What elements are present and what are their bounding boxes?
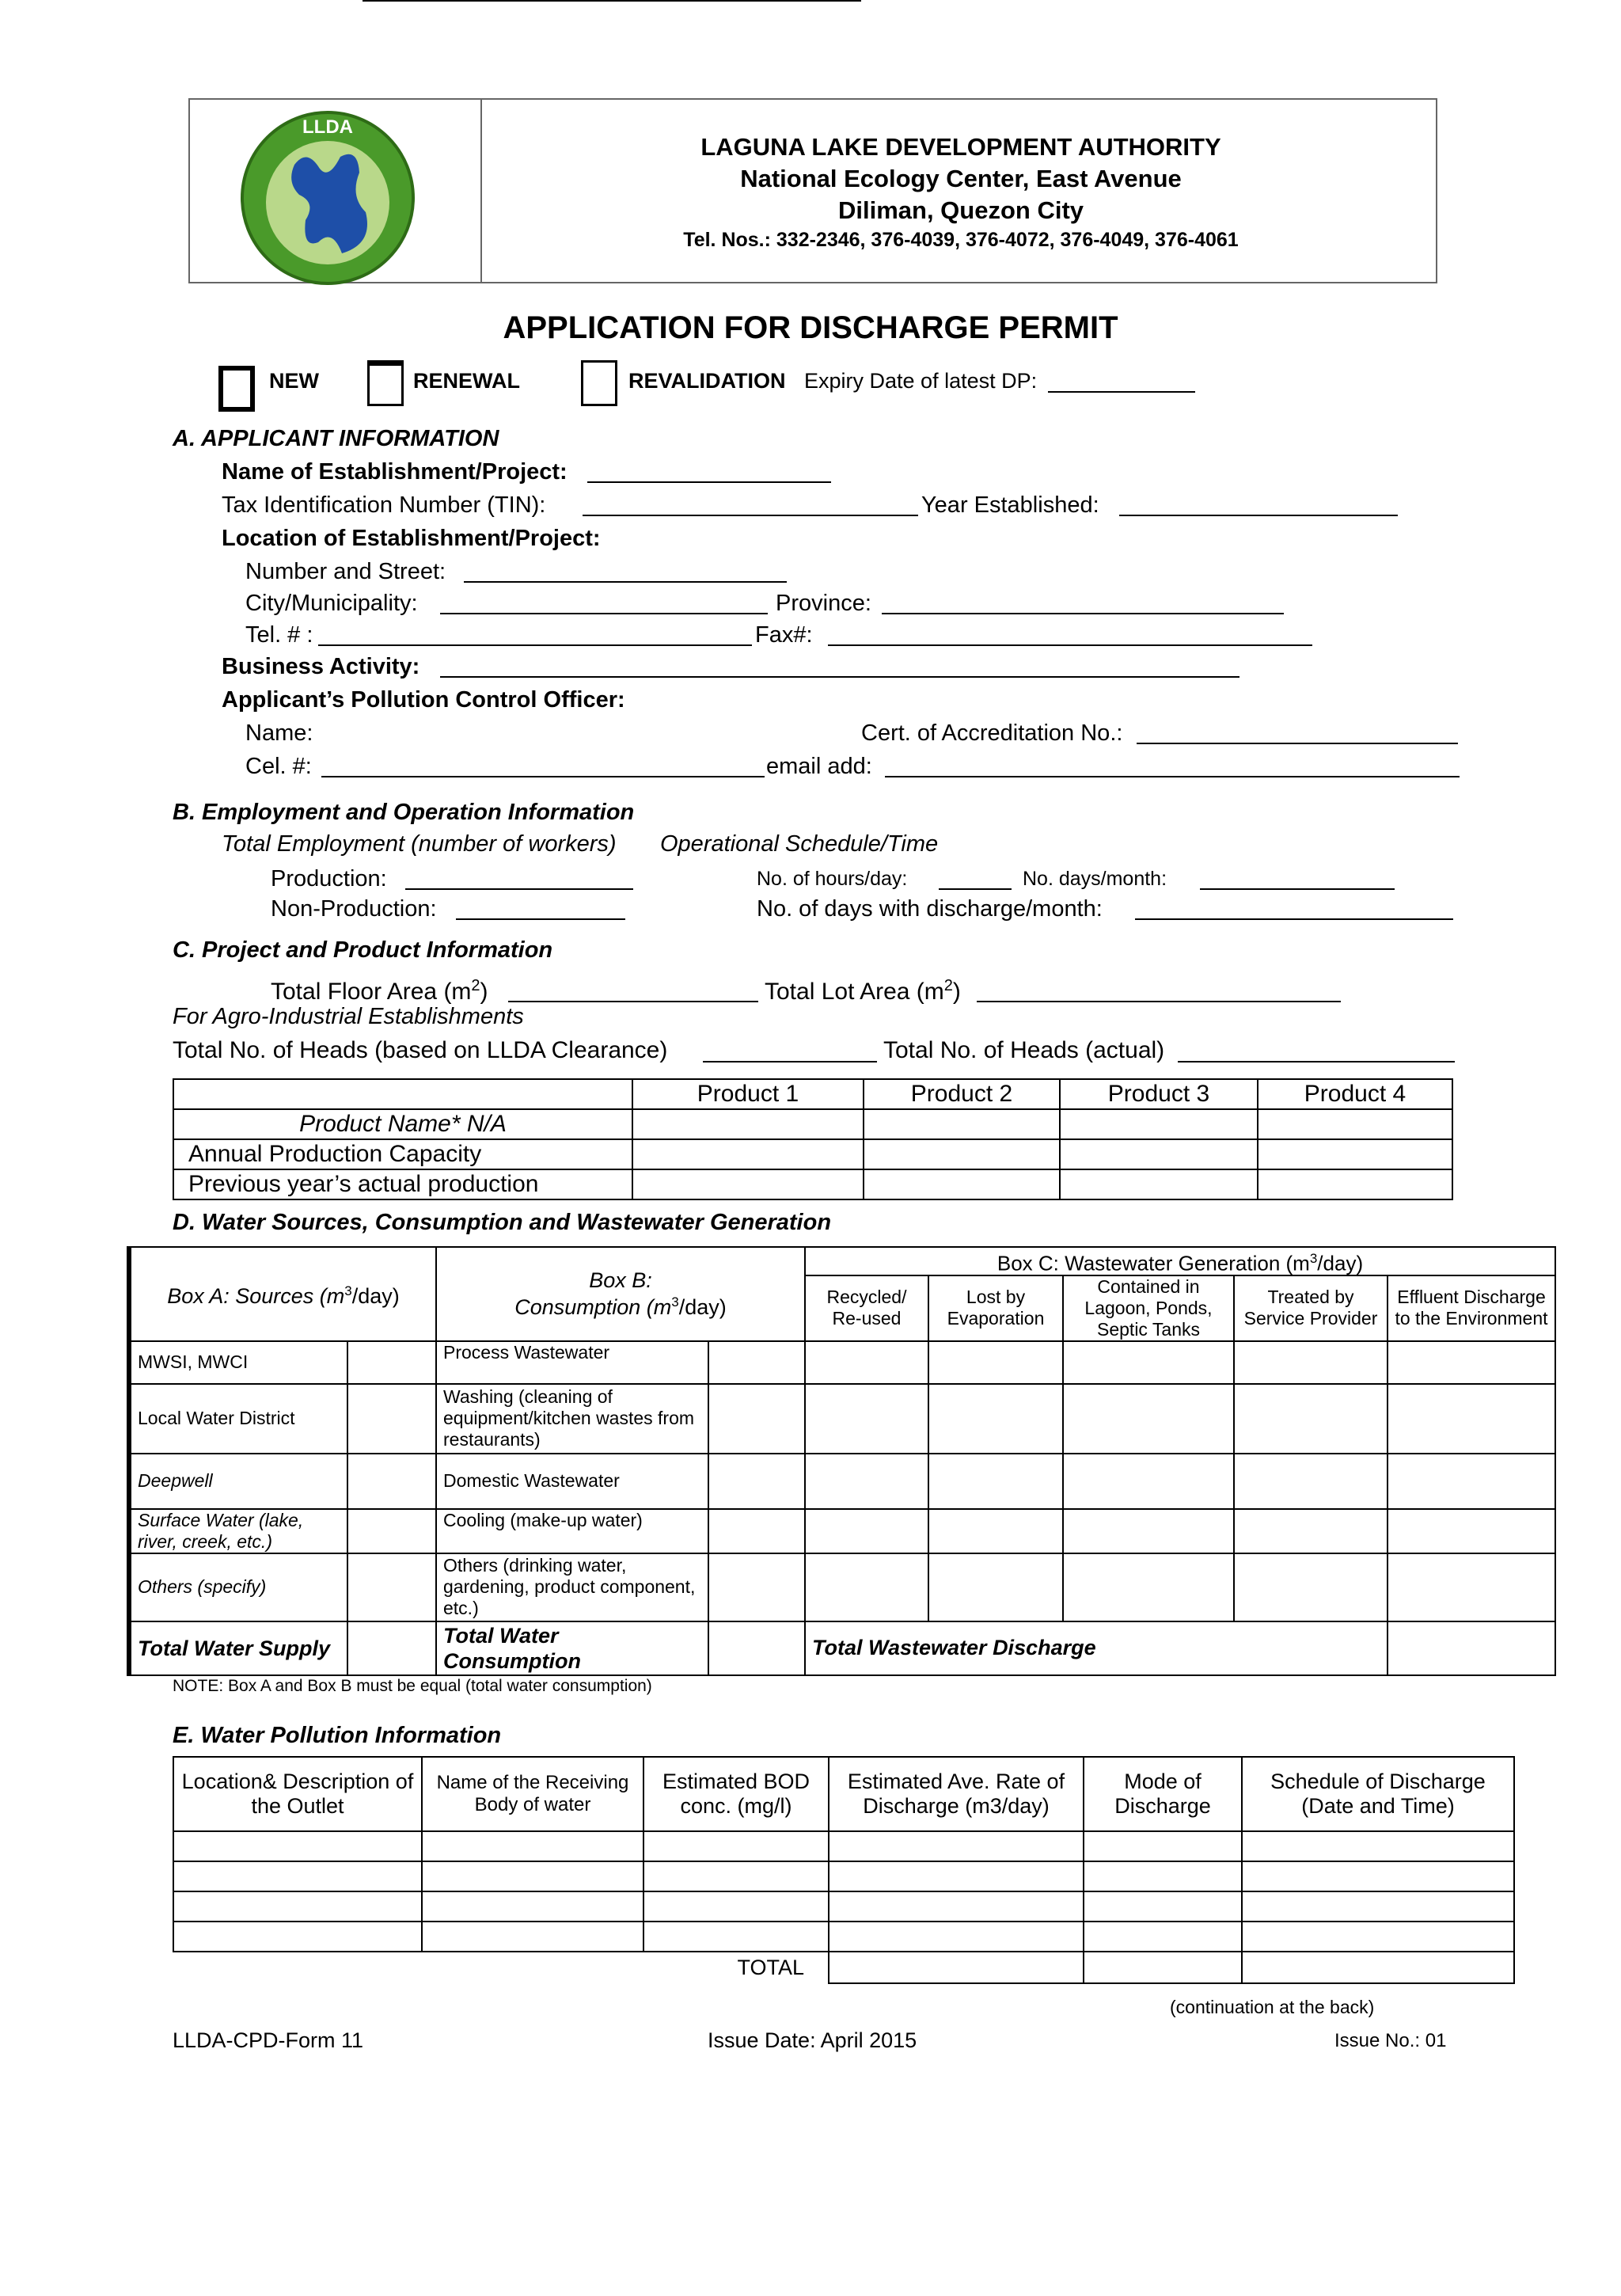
tel-input[interactable] — [318, 644, 752, 646]
days-input[interactable] — [1200, 888, 1395, 890]
table-row — [129, 1621, 1555, 1675]
org-block — [483, 131, 1439, 253]
header-box — [188, 98, 1437, 283]
issue-date: Issue Date: April 2015 — [708, 2028, 917, 2052]
form-number: LLDA-CPD-Form 11 — [173, 2028, 364, 2052]
business-label: Business Activity: — [222, 654, 420, 679]
org-address1: National Ecology Center, East Avenue — [740, 165, 1182, 192]
table-row — [173, 1169, 1452, 1199]
table-row — [129, 1384, 1555, 1454]
officer-name-label: Name: — [245, 720, 313, 746]
new-checkbox[interactable] — [218, 366, 255, 412]
city-label: City/Municipality: — [245, 591, 418, 616]
tel-label: Tel. # : — [245, 622, 313, 648]
e-col-header: Mode of Discharge — [1084, 1757, 1242, 1831]
table-row — [173, 1757, 1514, 1831]
boxA-header: Box A: Sources $(m^3/day)$ — [129, 1247, 436, 1341]
c-col-header: Contained in Lagoon, Ponds, Septic Tanks — [1063, 1275, 1234, 1341]
table-row — [129, 1509, 1555, 1553]
source-label: Local Water District — [129, 1384, 347, 1454]
expiry-label: Expiry Date of latest DP: — [804, 369, 1038, 393]
llda-logo — [239, 109, 416, 287]
sectionD-heading: D. Water Sources, Consumption and Wastewater Generation — [173, 1210, 832, 1235]
days-label: No. days/month: — [1023, 868, 1167, 890]
org-tel: Tel. Nos.: 332-2346, 376-4039, 376-4072, 376-4049, 376-4061 — [683, 229, 1239, 251]
street-input[interactable] — [464, 581, 787, 583]
employment-label: Total Employment (number of workers) — [222, 831, 617, 857]
product-table — [173, 1078, 1453, 1200]
table-row — [129, 1553, 1555, 1621]
table-row — [129, 1341, 1555, 1384]
agro-label: For Agro-Industrial Establishments — [173, 1004, 524, 1029]
e-col-header: Schedule of Discharge (Date and Time) — [1242, 1757, 1514, 1831]
heads-llda-label: Total No. of Heads (based on LLDA Clearance) — [173, 1037, 668, 1063]
page-title: APPLICATION FOR DISCHARGE PERMIT — [503, 310, 1118, 345]
cert-label: Cert. of Accreditation No.: — [861, 720, 1123, 746]
c-col-header: Lost by Evaporation — [928, 1275, 1063, 1341]
note-text: NOTE: Box A and Box B must be equal (total water consumption) — [173, 1677, 652, 1695]
business-input[interactable] — [440, 676, 1239, 678]
nonproduction-label: Non-Production: — [271, 896, 437, 922]
year-input[interactable] — [1119, 515, 1398, 516]
revalidation-checkbox[interactable] — [581, 360, 617, 406]
product-header: Product 1 — [632, 1079, 864, 1109]
province-input[interactable] — [882, 613, 1284, 614]
hours-input[interactable] — [939, 888, 1012, 890]
lot-area-input[interactable] — [977, 1001, 1341, 1002]
e-col-header: Estimated BOD conc. (mg/l) — [643, 1757, 829, 1831]
total-supply-label: Total Water Supply — [129, 1621, 347, 1675]
source-label: Deepwell — [129, 1454, 347, 1509]
org-address2: Diliman, Quezon City — [837, 196, 1084, 224]
boxB-header: Box B: Consumption $(m^3/day)$ — [436, 1247, 805, 1341]
e-col-header: Location& Description of the Outlet — [173, 1757, 422, 1831]
cel-label: Cel. #: — [245, 754, 312, 779]
email-label: email add: — [766, 754, 872, 779]
lot-area-label: Total Lot Area $(m^2)$ — [765, 977, 961, 1005]
cert-input[interactable] — [1137, 743, 1458, 744]
row-label: Annual Production Capacity — [173, 1139, 632, 1169]
sectionB-heading: B. Employment and Operation Information — [173, 800, 635, 825]
schedule-label: Operational Schedule/Time — [660, 831, 939, 857]
consumption-label: Cooling (make-up water) — [436, 1509, 708, 1553]
pollution-table — [173, 1756, 1515, 1984]
product-header: Product 2 — [864, 1079, 1060, 1109]
table-row — [173, 1891, 1514, 1922]
source-label: MWSI, MWCI — [129, 1341, 347, 1384]
logo-text: LLDA — [302, 116, 353, 138]
total-label: TOTAL — [173, 1952, 829, 1983]
total-consumption-label: Total Water Consumption — [436, 1621, 708, 1675]
heads-llda-input[interactable] — [703, 1061, 877, 1062]
discharge-days-label: No. of days with discharge/month: — [757, 896, 1103, 922]
fax-label: Fax#: — [755, 622, 813, 648]
c-col-header: Effluent Discharge to the Environment — [1388, 1275, 1555, 1341]
row-label: Product Name* N/A — [173, 1109, 632, 1139]
c-col-header: Treated by Service Provider — [1234, 1275, 1388, 1341]
floor-area-label: Total Floor Area $(m^2)$ — [271, 977, 488, 1005]
production-label: Production: — [271, 866, 387, 891]
consumption-label: Washing (cleaning of equipment/kitchen wastes from restaurants) — [436, 1384, 708, 1454]
consumption-label: Others (drinking water, gardening, product component, etc.) — [436, 1553, 708, 1621]
consumption-label: Process Wastewater — [436, 1341, 708, 1384]
revalidation-label: REVALIDATION — [628, 369, 786, 393]
table-row — [129, 1247, 1555, 1275]
table-row — [173, 1831, 1514, 1861]
establishment-label: Name of Establishment/Project: — [222, 459, 568, 485]
c-col-header: Recycled/ Re-used — [805, 1275, 928, 1341]
table-row — [173, 1952, 1514, 1983]
officer-label: Applicant’s Pollution Control Officer: — [222, 687, 625, 713]
table-row — [129, 1454, 1555, 1509]
new-label: NEW — [269, 369, 319, 393]
nonproduction-input[interactable] — [456, 918, 625, 920]
boxC-header: Box C: Wastewater Generation $(m^3/day)$ — [805, 1247, 1555, 1275]
hours-label: No. of hours/day: — [757, 868, 908, 890]
tin-label: Tax Identification Number (TIN): — [222, 492, 546, 518]
product-header: Product 3 — [1060, 1079, 1258, 1109]
sectionC-heading: C. Project and Product Information — [173, 937, 553, 963]
street-label: Number and Street: — [245, 559, 446, 584]
year-label: Year Established: — [921, 492, 1099, 518]
source-label: Surface Water (lake, river, creek, etc.) — [129, 1509, 347, 1553]
tin-input[interactable] — [583, 515, 918, 516]
table-row — [173, 1861, 1514, 1891]
row-label: Previous year’s actual production — [173, 1169, 632, 1199]
org-name: LAGUNA LAKE DEVELOPMENT AUTHORITY — [700, 133, 1221, 161]
product-header: Product 4 — [1258, 1079, 1452, 1109]
renewal-checkbox[interactable] — [367, 360, 404, 406]
continuation-note: (continuation at the back) — [1170, 1997, 1375, 2017]
floor-area-input[interactable] — [508, 1001, 758, 1002]
issue-number: Issue No.: 01 — [1334, 2030, 1447, 2051]
discharge-days-input[interactable] — [1135, 918, 1453, 920]
production-input[interactable] — [405, 888, 633, 890]
table-row — [173, 1139, 1452, 1169]
consumption-label: Domestic Wastewater — [436, 1454, 708, 1509]
heads-actual-input[interactable] — [1178, 1061, 1455, 1062]
location-label: Location of Establishment/Project: — [222, 526, 601, 551]
officer-name-input[interactable] — [363, 0, 861, 2]
fax-input[interactable] — [828, 644, 1312, 646]
header-divider — [480, 100, 482, 282]
heads-actual-label: Total No. of Heads (actual) — [883, 1037, 1165, 1063]
water-table — [127, 1246, 1556, 1676]
table-row — [173, 1079, 1452, 1109]
sectionA-heading: A. APPLICANT INFORMATION — [173, 426, 499, 451]
e-col-header: Name of the Receiving Body of water — [422, 1757, 643, 1831]
e-col-header: Estimated Ave. Rate of Discharge (m3/day) — [829, 1757, 1084, 1831]
province-label: Province: — [776, 591, 871, 616]
total-discharge-label: Total Wastewater Discharge — [805, 1621, 1388, 1675]
table-row — [173, 1922, 1514, 1952]
source-label: Others (specify) — [129, 1553, 347, 1621]
sectionE-heading: E. Water Pollution Information — [173, 1723, 502, 1748]
establishment-input[interactable] — [587, 481, 831, 483]
renewal-label: RENEWAL — [413, 369, 520, 393]
table-row — [173, 1109, 1452, 1139]
email-input[interactable] — [885, 776, 1460, 777]
city-input[interactable] — [440, 613, 768, 614]
expiry-input[interactable] — [1048, 391, 1195, 393]
cel-input[interactable] — [321, 776, 765, 777]
